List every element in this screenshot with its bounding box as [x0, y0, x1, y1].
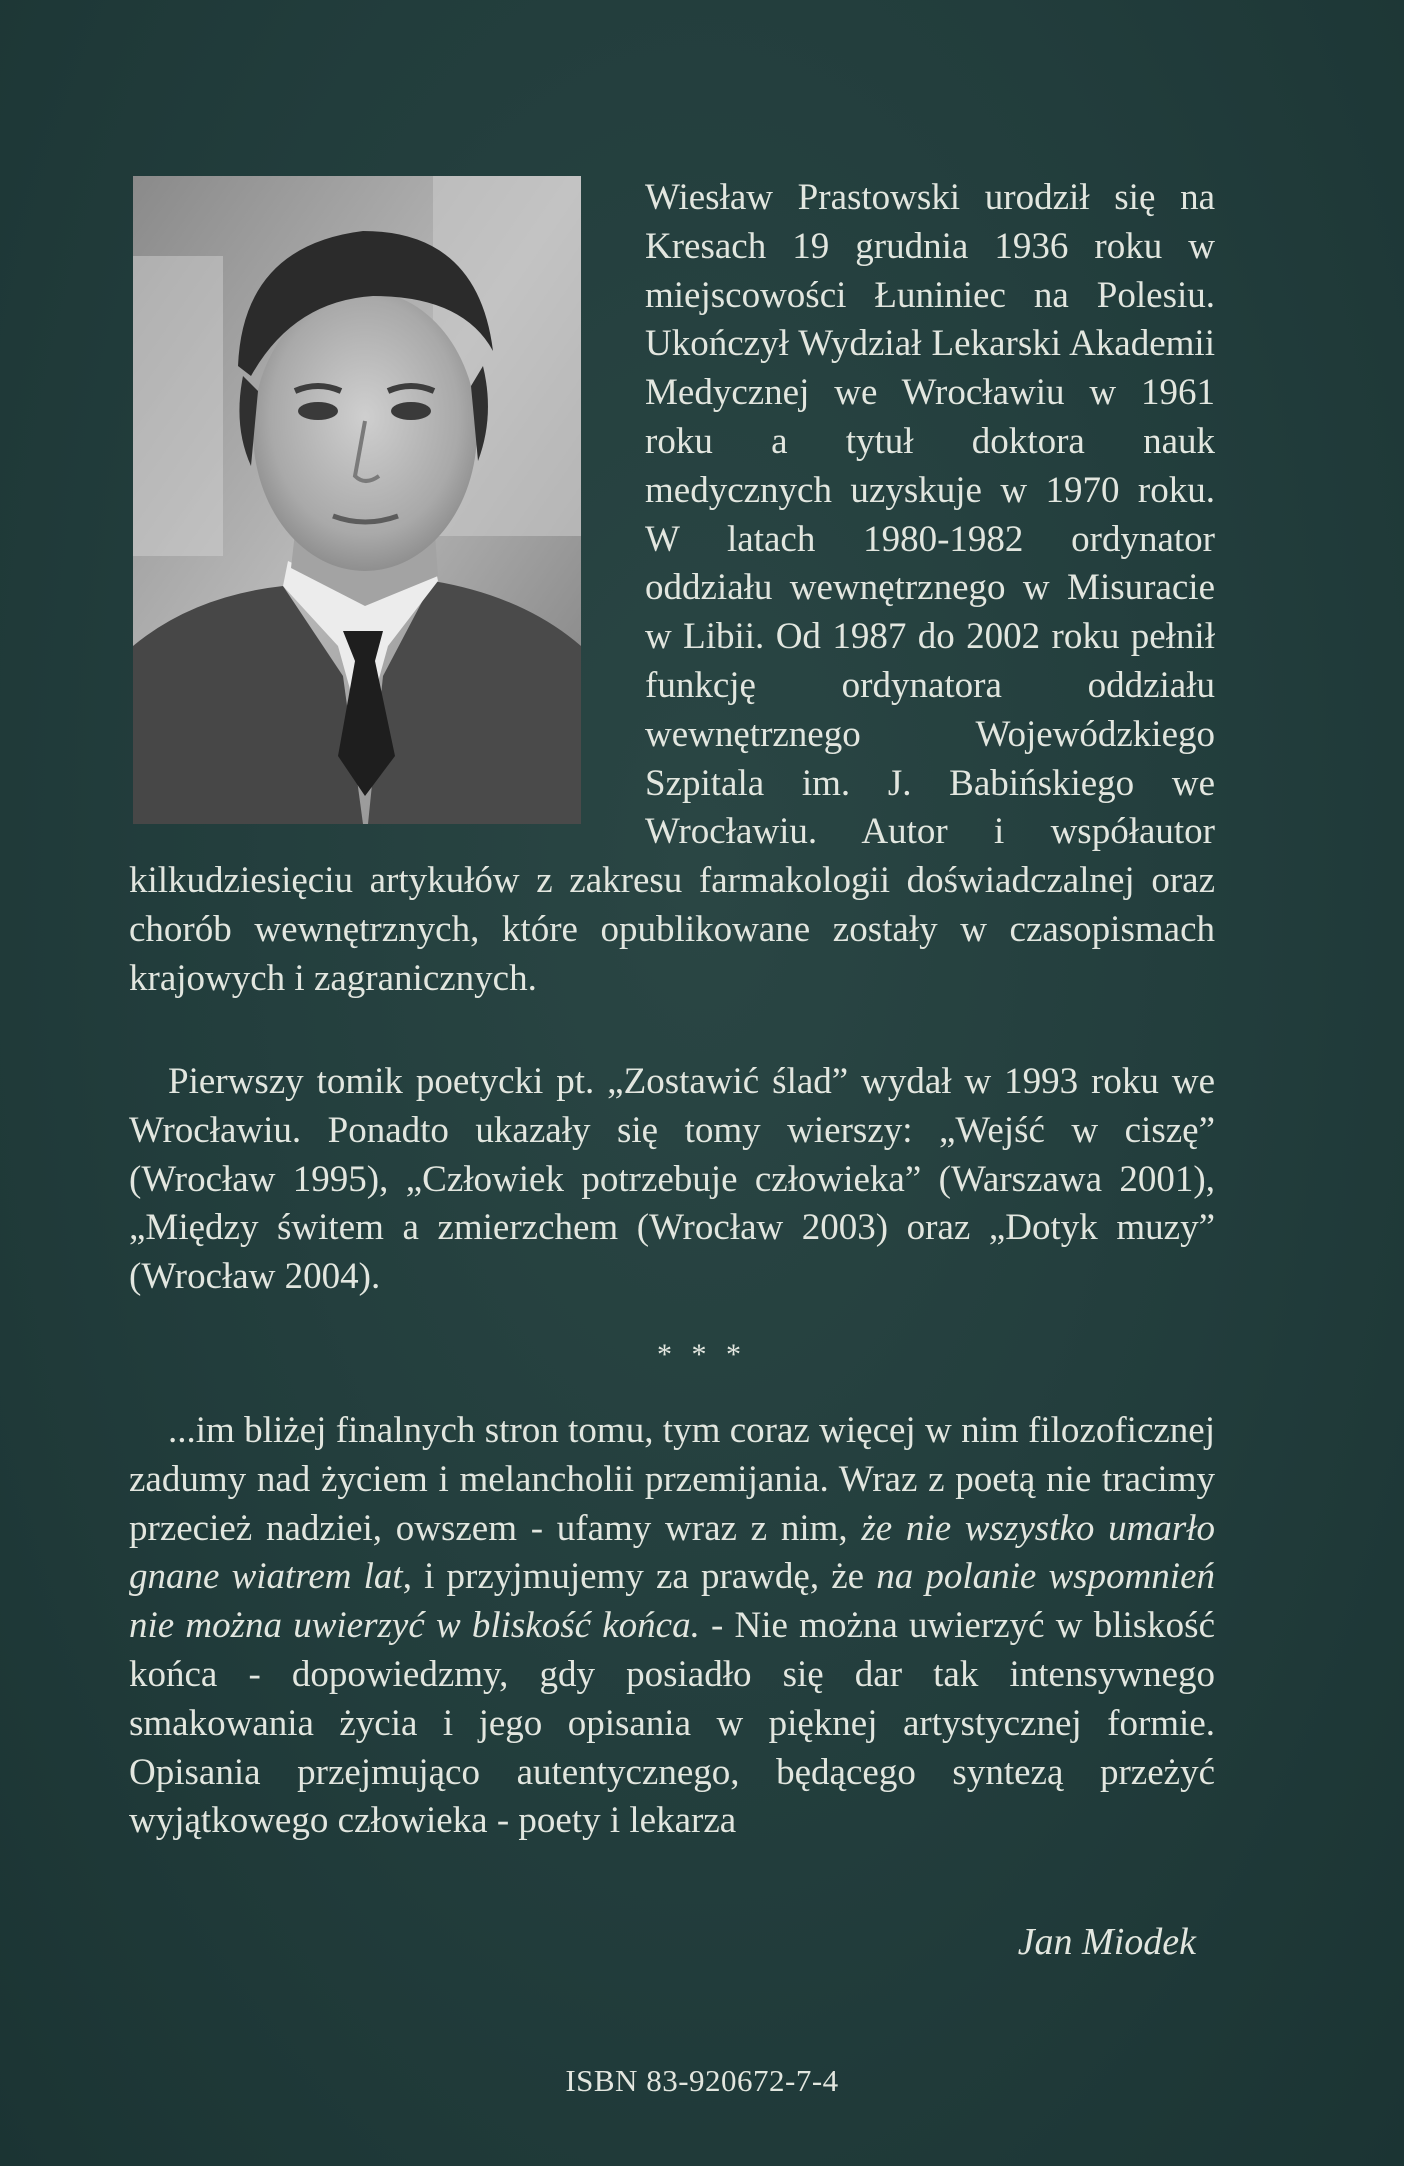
photo-spacer — [129, 174, 645, 826]
section-separator: * * * — [657, 1338, 747, 1371]
review-part-3: - Nie można uwierzyć w bliskość końca - dopowiedzmy, gdy posiadło się dar tak intensywnego smakowania życia i jego opisania w pięknej artystycznej formie. Opisania przejmująco autentycznego, będącego syntezą przeżyć wyjątkowego człowieka - poety i lekarza — [129, 1605, 1215, 1842]
biography-text: Wiesław Prastowski urodził się na Kresach 19 grudnia 1936 roku w miejscowości Łuniniec na Polesiu. Ukończył Wydział Lekarski Akademii Medycznej we Wrocławiu w 1961 roku a tytuł doktora nauk medycznych uzyskuje w 1970 roku. W latach 1980-1982 ordynator oddziału wewnętrznego w Misuracie w Libii. Od 1987 do 2002 roku pełnił funkcję ordynatora oddziału wewnętrznego Wojewódzkiego Szpitala im. J. Babińskiego we Wrocławiu. Autor i współautor kilkudziesięciu artykułów z zakresu farmakologii doświadczalnej oraz chorób wewnętrznych, które opublikowane zostały w czasopismach krajowych i zagranicznych. — [129, 177, 1215, 999]
review-part-2: , i przyjmujemy za prawdę, że — [402, 1556, 877, 1598]
review-text — [129, 1407, 1215, 1846]
review-quote-2: na polanie wspomnień nie można uwierzyć w bliskość końca. — [129, 1556, 1215, 1647]
publications-paragraph: Pierwszy tomik poetycki pt. „Zostawić ślad” wydał w 1993 roku we Wrocławiu. Ponadto ukazały się tomy wierszy: „Wejść w ciszę” (Wrocław 1995), „Człowiek potrzebuje człowieka” (Warszawa 2001), „Między świtem a zmierzchem (Wrocław 2003) oraz „Dotyk muzy” (Wrocław 2004). — [129, 1061, 1215, 1298]
review-quote-1: że nie wszystko umarło gnane wiatrem lat — [129, 1507, 1215, 1598]
review-signature: Jan Miodek — [1017, 1921, 1196, 1963]
review-part-1: ...im bliżej finalnych stron tomu, tym coraz więcej w nim filozoficznej zadumy nad życiem i melancholii przemijania. Wraz z poetą nie tracimy przecież nadziei, owszem - ufamy wraz z nim, — [129, 1410, 1215, 1549]
author-biography — [129, 174, 1215, 1004]
isbn-number: ISBN 83-920672-7-4 — [565, 2063, 839, 2098]
